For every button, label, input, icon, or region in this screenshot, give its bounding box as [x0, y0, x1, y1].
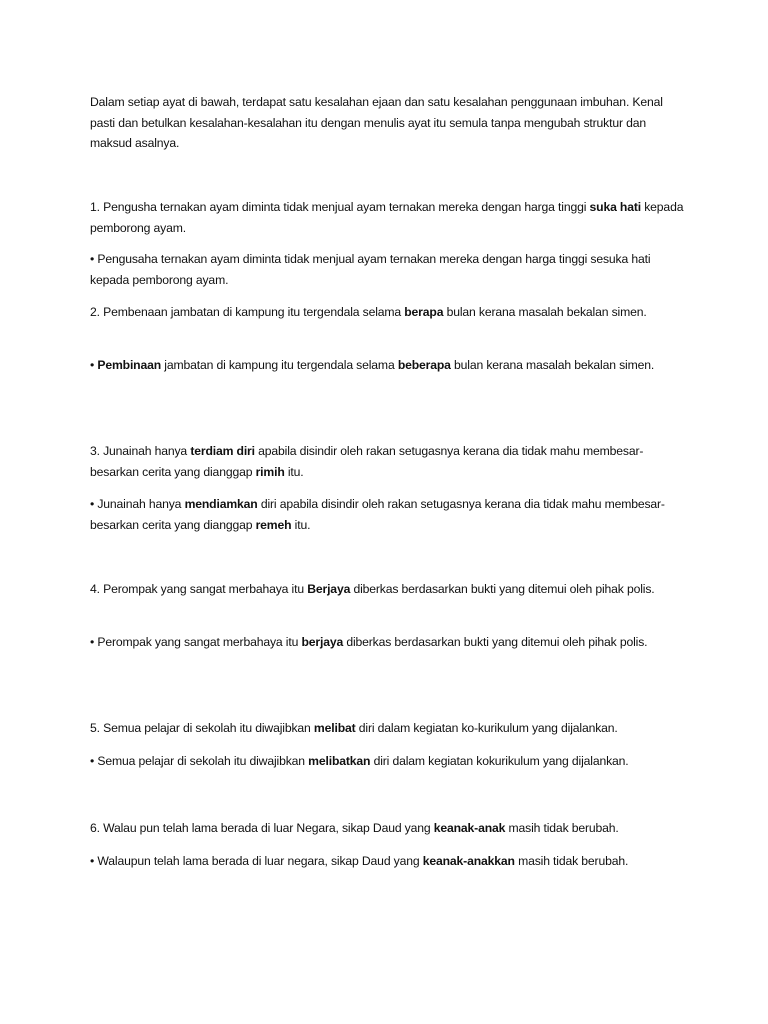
text-segment: 6. Walau pun telah lama berada di luar Negara, sikap Daud yang: [90, 821, 434, 835]
highlighted-word: Pembinaan: [97, 358, 162, 372]
answer-6: [90, 851, 710, 872]
text-segment: diberkas berdasarkan bukti yang ditemui oleh pihak polis.: [350, 582, 655, 596]
highlighted-word: Berjaya: [307, 582, 351, 596]
text-segment: diri apabila disindir oleh rakan setugasnya kerana dia tidak mahu membesar-besarkan cerita yang dianggap: [90, 497, 665, 532]
text-segment: 2. Pembenaan jambatan di kampung itu tergendala selama: [90, 305, 405, 319]
answer-4: [90, 632, 690, 653]
text-segment: diberkas berdasarkan bukti yang ditemui oleh pihak polis.: [343, 635, 648, 649]
highlighted-word: suka hati: [589, 200, 641, 214]
text-segment: bulan kerana masalah bekalan simen.: [450, 358, 655, 372]
text-segment: • Semua pelajar di sekolah itu diwajibkan: [90, 754, 309, 768]
text-segment: kepada pemborong ayam.: [90, 200, 684, 235]
question-4: [90, 579, 690, 600]
highlighted-word: rimih: [255, 464, 285, 479]
text-segment: apabila disindir oleh rakan setugasnya kerana dia tidak mahu membesar-besarkan cerita yang dianggap: [90, 444, 644, 479]
text-segment: • Pengusaha ternakan ayam diminta tidak menjual ayam ternakan mereka dengan harga tinggi sesuka hati kepada pemborong ayam.: [90, 252, 651, 287]
text-segment: 3. Junainah hanya: [90, 444, 191, 458]
highlighted-word: melibatkan: [308, 754, 371, 768]
answer-2: [90, 355, 690, 376]
highlighted-word: mendiamkan: [184, 497, 258, 511]
instructions-paragraph: Dalam setiap ayat di bawah, terdapat satu kesalahan ejaan dan satu kesalahan penggunaan imbuhan. Kenal pasti dan betulkan kesalahan-kesalahan itu dengan menulis ayat itu semula tanpa mengubah struktur dan maksud asalnya.: [90, 95, 663, 150]
highlighted-word: keanak-anakkan: [422, 854, 515, 868]
text-segment: itu.: [284, 464, 304, 479]
highlighted-word: melibat: [313, 721, 356, 735]
text-segment: masih tidak berubah.: [505, 821, 619, 835]
text-segment: • Walaupun telah lama berada di luar negara, sikap Daud yang: [90, 854, 423, 868]
question-5: [90, 718, 710, 739]
highlighted-word: beberapa: [397, 358, 451, 372]
text-segment: diri dalam kegiatan ko-kurikulum yang dijalankan.: [355, 721, 618, 735]
text-segment: 4. Perompak yang sangat merbahaya itu: [90, 582, 308, 596]
highlighted-word: remeh: [255, 517, 292, 532]
text-segment: masih tidak berubah.: [514, 854, 629, 868]
question-6: [90, 818, 710, 839]
text-segment: 1. Pengusha ternakan ayam diminta tidak menjual ayam ternakan mereka dengan harga tinggi: [90, 200, 590, 214]
text-segment: bulan kerana masalah bekalan simen.: [443, 305, 647, 319]
text-segment: • Junainah hanya: [90, 497, 185, 511]
question-3: [90, 441, 690, 482]
highlighted-word: keanak-anak: [433, 821, 506, 835]
highlighted-word: berapa: [404, 305, 444, 319]
text-segment: itu.: [291, 517, 311, 532]
text-segment: 5. Semua pelajar di sekolah itu diwajibkan: [90, 721, 314, 735]
answer-1: [90, 249, 690, 290]
highlighted-word: terdiam diri: [190, 444, 255, 458]
answer-5: [90, 751, 710, 772]
answer-3: [90, 494, 690, 535]
question-2: [90, 302, 690, 323]
highlighted-word: berjaya: [301, 635, 344, 649]
question-1: [90, 197, 690, 238]
text-segment: •: [90, 358, 98, 372]
text-segment: • Perompak yang sangat merbahaya itu: [90, 635, 302, 649]
text-segment: diri dalam kegiatan kokurikulum yang dijalankan.: [370, 754, 629, 768]
text-segment: jambatan di kampung itu tergendala selama: [161, 358, 398, 372]
